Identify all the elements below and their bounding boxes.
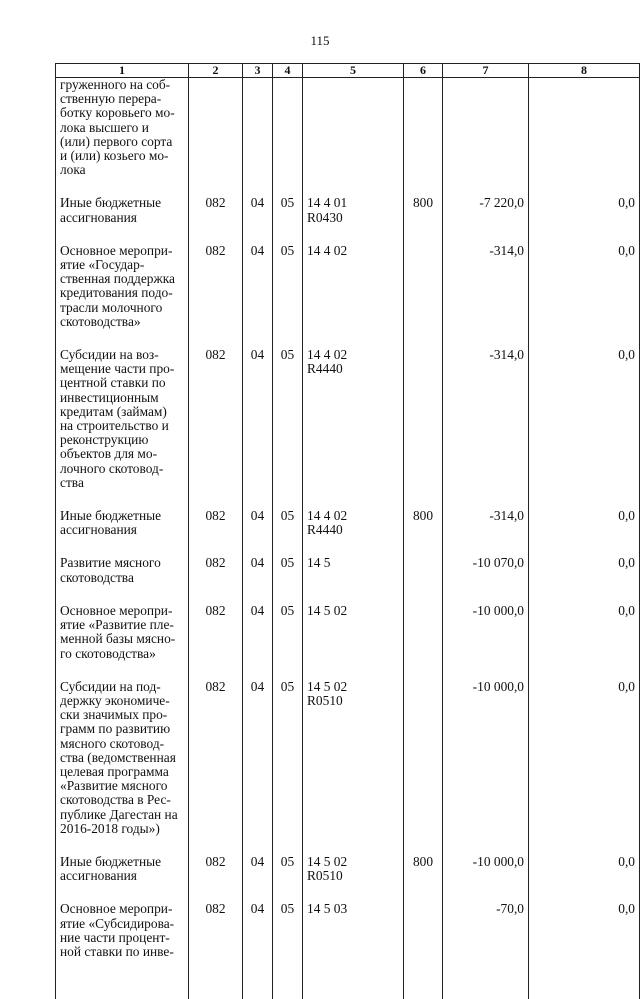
- table-row: [56, 78, 640, 197]
- subsection-code-cell: [273, 78, 303, 197]
- amount-next-cell: [529, 78, 640, 197]
- amount-change-cell: -10 070,0: [443, 556, 529, 603]
- item-name-cell: Развитие мясного скотоводства: [56, 556, 189, 603]
- subsection-code-cell: 05: [273, 855, 303, 902]
- department-code-cell: 082: [189, 604, 243, 680]
- column-header: 3: [243, 64, 273, 78]
- department-code-cell: 082: [189, 680, 243, 855]
- item-name-cell: Основное меропри- ятие «Субсидирова- ние части процент- ной ставки по инве-: [56, 902, 189, 999]
- expense-type-cell: 800: [404, 855, 443, 902]
- section-code-cell: 04: [243, 244, 273, 348]
- column-header: 8: [529, 64, 640, 78]
- amount-next-cell: 0,0: [529, 348, 640, 509]
- expense-type-cell: [404, 680, 443, 855]
- table-row: [56, 509, 640, 556]
- subsection-code-cell: 05: [273, 244, 303, 348]
- amount-next-cell: 0,0: [529, 902, 640, 999]
- section-code-cell: [243, 78, 273, 197]
- department-code-cell: 082: [189, 196, 243, 243]
- amount-change-cell: -7 220,0: [443, 196, 529, 243]
- column-header: 6: [404, 64, 443, 78]
- amount-change-cell: -10 000,0: [443, 855, 529, 902]
- table-row: [56, 855, 640, 902]
- target-article-cell: 14 4 02 R4440: [303, 509, 404, 556]
- target-article-cell: 14 5 02: [303, 604, 404, 680]
- item-name-cell: Иные бюджетные ассигнования: [56, 509, 189, 556]
- amount-next-cell: 0,0: [529, 509, 640, 556]
- amount-next-cell: 0,0: [529, 196, 640, 243]
- table-row: [56, 348, 640, 509]
- amount-change-cell: -10 000,0: [443, 604, 529, 680]
- department-code-cell: 082: [189, 244, 243, 348]
- section-code-cell: 04: [243, 196, 273, 243]
- table-row: [56, 244, 640, 348]
- item-name-cell: Субсидии на под- держку экономиче- ски значимых про- грамм по развитию мясного скотовод- ства (ведомственная целевая программа «Развитие мясного скотоводства в Рес- публике Дагестан на 2016-2018 годы»): [56, 680, 189, 855]
- amount-change-cell: -10 000,0: [443, 680, 529, 855]
- department-code-cell: 082: [189, 556, 243, 603]
- amount-change-cell: -314,0: [443, 348, 529, 509]
- subsection-code-cell: 05: [273, 509, 303, 556]
- column-header: 4: [273, 64, 303, 78]
- section-code-cell: 04: [243, 902, 273, 999]
- section-code-cell: 04: [243, 509, 273, 556]
- subsection-code-cell: 05: [273, 556, 303, 603]
- amount-next-cell: 0,0: [529, 680, 640, 855]
- expense-type-cell: 800: [404, 196, 443, 243]
- department-code-cell: 082: [189, 509, 243, 556]
- subsection-code-cell: 05: [273, 604, 303, 680]
- expense-type-cell: [404, 78, 443, 197]
- subsection-code-cell: 05: [273, 680, 303, 855]
- expense-type-cell: [404, 604, 443, 680]
- department-code-cell: [189, 78, 243, 197]
- subsection-code-cell: 05: [273, 196, 303, 243]
- target-article-cell: 14 5 02 R0510: [303, 855, 404, 902]
- table-header-row: [56, 64, 640, 78]
- target-article-cell: 14 4 01 R0430: [303, 196, 404, 243]
- page-number: 115: [310, 33, 330, 48]
- column-header: 1: [56, 64, 189, 78]
- subsection-code-cell: 05: [273, 902, 303, 999]
- amount-next-cell: 0,0: [529, 604, 640, 680]
- expense-type-cell: [404, 556, 443, 603]
- amount-change-cell: -314,0: [443, 244, 529, 348]
- section-code-cell: 04: [243, 348, 273, 509]
- column-header: 5: [303, 64, 404, 78]
- table-row: [56, 196, 640, 243]
- item-name-cell: Основное меропри- ятие «Развитие пле- менной базы мясно- го скотоводства»: [56, 604, 189, 680]
- item-name-cell: Иные бюджетные ассигнования: [56, 196, 189, 243]
- target-article-cell: [303, 78, 404, 197]
- item-name-cell: груженного на соб- ственную перера- ботку коровьего мо- лока высшего и (или) первого сорта и (или) козьего мо- лока: [56, 78, 189, 197]
- section-code-cell: 04: [243, 680, 273, 855]
- column-header: 7: [443, 64, 529, 78]
- table-row: [56, 604, 640, 680]
- target-article-cell: 14 5: [303, 556, 404, 603]
- target-article-cell: 14 4 02 R4440: [303, 348, 404, 509]
- table-row: [56, 680, 640, 855]
- item-name-cell: Субсидии на воз- мещение части про- центной ставки по инвестиционным кредитам (займам) на строительство и реконструкцию объектов для мо- лочного скотовод- ства: [56, 348, 189, 509]
- amount-next-cell: 0,0: [529, 855, 640, 902]
- amount-next-cell: 0,0: [529, 556, 640, 603]
- expense-type-cell: [404, 348, 443, 509]
- amount-change-cell: [443, 78, 529, 197]
- subsection-code-cell: 05: [273, 348, 303, 509]
- amount-next-cell: 0,0: [529, 244, 640, 348]
- table-row: [56, 902, 640, 999]
- department-code-cell: 082: [189, 855, 243, 902]
- section-code-cell: 04: [243, 604, 273, 680]
- column-header: 2: [189, 64, 243, 78]
- item-name-cell: Иные бюджетные ассигнования: [56, 855, 189, 902]
- amount-change-cell: -314,0: [443, 509, 529, 556]
- expense-type-cell: [404, 902, 443, 999]
- target-article-cell: 14 5 02 R0510: [303, 680, 404, 855]
- expense-type-cell: [404, 244, 443, 348]
- amount-change-cell: -70,0: [443, 902, 529, 999]
- section-code-cell: 04: [243, 855, 273, 902]
- item-name-cell: Основное меропри- ятие «Государ- ственная поддержка кредитования подо- трасли молочного скотоводства»: [56, 244, 189, 348]
- department-code-cell: 082: [189, 902, 243, 999]
- target-article-cell: 14 5 03: [303, 902, 404, 999]
- expense-type-cell: 800: [404, 509, 443, 556]
- target-article-cell: 14 4 02: [303, 244, 404, 348]
- department-code-cell: 082: [189, 348, 243, 509]
- table-row: [56, 556, 640, 603]
- budget-table: [55, 63, 640, 999]
- section-code-cell: 04: [243, 556, 273, 603]
